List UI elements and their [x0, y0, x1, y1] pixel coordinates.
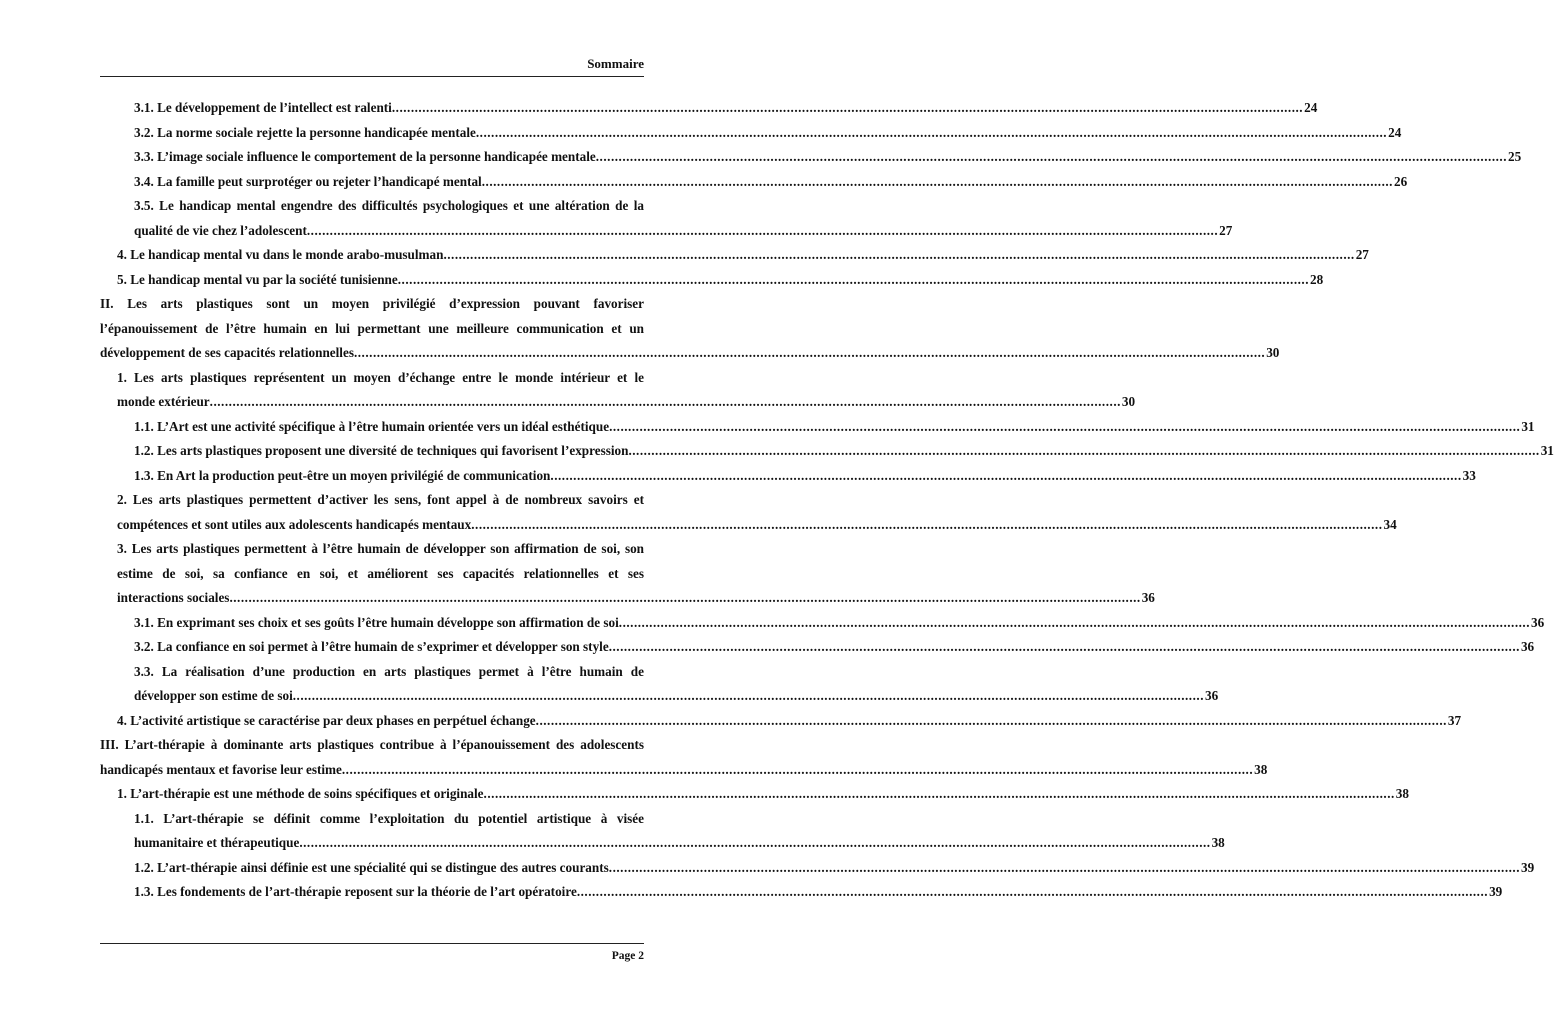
- toc-entry-line: 3.5. Le handicap mental engendre des difficultés psychologiques et une altération de la: [134, 198, 644, 213]
- toc-page-number: 39: [1521, 859, 1535, 875]
- toc-entry: [100, 464, 1476, 489]
- toc-entry: [100, 880, 1503, 905]
- toc-dot-leader: [398, 268, 1309, 293]
- toc-page-number: 25: [1508, 149, 1522, 164]
- toc-dot-leader: [354, 341, 1265, 366]
- toc-entry: [100, 537, 1155, 611]
- toc-page-number: 38: [1395, 786, 1409, 801]
- toc-entry: [100, 439, 1554, 464]
- toc-entry: [100, 660, 1219, 709]
- toc-entry-title: 4. Le handicap mental vu dans le monde arabo-musulman: [117, 247, 444, 262]
- table-of-contents: [100, 96, 1554, 905]
- toc-entry: [100, 194, 1233, 243]
- toc-entry-title: 3.2. La norme sociale rejette la personne handicapée mentale: [134, 124, 476, 140]
- toc-entry-title: 1.3. En Art la production peut-être un moyen privilégié de communication: [134, 467, 551, 483]
- toc-page-number: 36: [1204, 688, 1219, 703]
- toc-entry-title: humanitaire et thérapeutique: [134, 835, 300, 850]
- header-rule: [100, 76, 644, 77]
- toc-dot-leader: [596, 145, 1507, 170]
- toc-dot-leader: [299, 831, 1210, 856]
- toc-page-number: 24: [1304, 100, 1318, 115]
- toc-dot-leader: [609, 415, 1520, 440]
- toc-entry-line: III. L’art-thérapie à dominante arts plastiques contribue à l’épanouissement des adolescents: [100, 737, 644, 752]
- toc-dot-leader: [476, 121, 1387, 146]
- toc-page-number: 38: [1254, 761, 1268, 777]
- toc-entry: [100, 415, 1535, 440]
- toc-entry: [100, 268, 1324, 293]
- toc-entry-line: 3.3. La réalisation d’une production en arts plastiques permet à l’être humain de: [134, 663, 644, 679]
- toc-entry-title: 1.1. L’Art est une activité spécifique à l’être humain orientée vers un idéal esthétique: [134, 418, 610, 434]
- toc-dot-leader: [293, 684, 1204, 709]
- toc-dot-leader: [577, 880, 1488, 905]
- toc-dot-leader: [229, 586, 1140, 611]
- running-header: Sommaire: [587, 56, 644, 71]
- toc-entry: [100, 121, 1402, 146]
- toc-page-number: 37: [1447, 712, 1462, 728]
- toc-dot-leader: [482, 170, 1393, 195]
- toc-page-number: 27: [1355, 247, 1369, 262]
- toc-page-number: 36: [1520, 639, 1535, 654]
- toc-page-number: 30: [1266, 345, 1280, 360]
- toc-entry-line: 2. Les arts plastiques permettent d’activer les sens, font appel à de nombreux savoirs et: [117, 492, 644, 507]
- toc-entry-title: 5. Le handicap mental vu par la société tunisienne: [117, 271, 398, 287]
- toc-entry: [100, 856, 1535, 881]
- toc-entry-title: 3.4. La famille peut surprotéger ou rejeter l’handicapé mental: [134, 173, 482, 189]
- toc-entry: [100, 145, 1522, 170]
- toc-entry-title: compétences et sont utiles aux adolescents handicapés mentaux: [117, 516, 472, 532]
- toc-page-number: 36: [1531, 614, 1545, 630]
- toc-entry: [100, 366, 1136, 415]
- toc-entry: [100, 96, 1318, 121]
- toc-page-number: 38: [1211, 835, 1225, 850]
- toc-entry-title: développement de ses capacités relationnelles: [100, 345, 354, 360]
- toc-dot-leader: [392, 96, 1303, 121]
- toc-entry-line: estime de soi, sa confiance en soi, et améliorent ses capacités relationnelles et ses: [117, 565, 644, 581]
- toc-dot-leader: [443, 243, 1354, 268]
- toc-entry-title: monde extérieur: [117, 394, 210, 409]
- toc-entry-title: 1. L’art-thérapie est une méthode de soins spécifiques et originale: [117, 786, 484, 801]
- toc-entry: [100, 782, 1409, 807]
- toc-entry-title: interactions sociales: [117, 590, 230, 605]
- toc-entry-title: qualité de vie chez l’adolescent: [134, 222, 307, 238]
- toc-page-number: 39: [1489, 884, 1503, 899]
- toc-entry-line: 1.1. L’art-thérapie se définit comme l’exploitation du potentiel artistique à visée: [134, 810, 644, 826]
- toc-entry-title: 1.2. Les arts plastiques proposent une diversité de techniques qui favorisent l’expression: [134, 443, 629, 458]
- toc-entry-line: 1. Les arts plastiques représentent un moyen d’échange entre le monde intérieur et le: [117, 369, 644, 385]
- toc-entry: [100, 807, 1225, 856]
- toc-entry-title: handicapés mentaux et favorise leur estime: [100, 761, 342, 777]
- toc-entry-title: 3.2. La confiance en soi permet à l’être humain de s’exprimer et développer son style: [134, 639, 609, 654]
- toc-dot-leader: [307, 219, 1218, 244]
- toc-entry-title: 4. L’activité artistique se caractérise par deux phases en perpétuel échange: [117, 712, 536, 728]
- toc-page-number: 30: [1121, 394, 1136, 409]
- toc-dot-leader: [609, 856, 1520, 881]
- toc-page-number: 28: [1310, 271, 1324, 287]
- toc-page-number: 31: [1521, 418, 1535, 434]
- toc-entry-line: II. Les arts plastiques sont un moyen privilégié d’expression pouvant favoriser: [100, 296, 644, 311]
- toc-entry: [100, 170, 1408, 195]
- toc-entry: [100, 488, 1397, 537]
- toc-entry: [100, 709, 1462, 734]
- toc-entry-line: 3. Les arts plastiques permettent à l’être humain de développer son affirmation de soi, son: [117, 541, 644, 556]
- page-number: Page 2: [611, 950, 644, 962]
- toc-page-number: 31: [1540, 443, 1554, 458]
- toc-dot-leader: [471, 513, 1382, 538]
- toc-page-number: 24: [1388, 124, 1402, 140]
- toc-entry-title: 3.1. En exprimant ses choix et ses goûts l’être humain développe son affirmation de soi: [134, 614, 619, 630]
- toc-entry-title: 3.3. L’image sociale influence le comportement de la personne handicapée mentale: [134, 149, 596, 164]
- toc-dot-leader: [484, 782, 1395, 807]
- footer-rule: [100, 943, 644, 944]
- toc-entry-line: l’épanouissement de l’être humain en lui permettant une meilleure communication et un: [100, 320, 644, 336]
- toc-entry: [100, 243, 1369, 268]
- toc-page-number: 27: [1219, 222, 1233, 238]
- toc-dot-leader: [536, 709, 1447, 734]
- toc-entry-title: 1.2. L’art-thérapie ainsi définie est une spécialité qui se distingue des autres courants: [134, 859, 609, 875]
- toc-entry-title: 1.3. Les fondements de l’art-thérapie reposent sur la théorie de l’art opératoire: [134, 884, 577, 899]
- toc-page-number: 33: [1462, 467, 1476, 483]
- toc-entry: [100, 292, 1280, 366]
- toc-dot-leader: [628, 439, 1539, 464]
- toc-dot-leader: [550, 464, 1461, 489]
- toc-dot-leader: [342, 758, 1253, 783]
- toc-dot-leader: [609, 635, 1520, 660]
- toc-entry: [100, 635, 1535, 660]
- toc-dot-leader: [619, 611, 1530, 636]
- toc-page-number: 34: [1383, 516, 1397, 532]
- toc-entry-title: développer son estime de soi: [134, 688, 293, 703]
- toc-page-number: 36: [1141, 590, 1155, 605]
- toc-dot-leader: [210, 390, 1121, 415]
- toc-page-number: 26: [1393, 173, 1408, 189]
- toc-entry-title: 3.1. Le développement de l’intellect est ralenti: [134, 100, 392, 115]
- toc-entry: [100, 611, 1545, 636]
- toc-entry: [100, 733, 1268, 782]
